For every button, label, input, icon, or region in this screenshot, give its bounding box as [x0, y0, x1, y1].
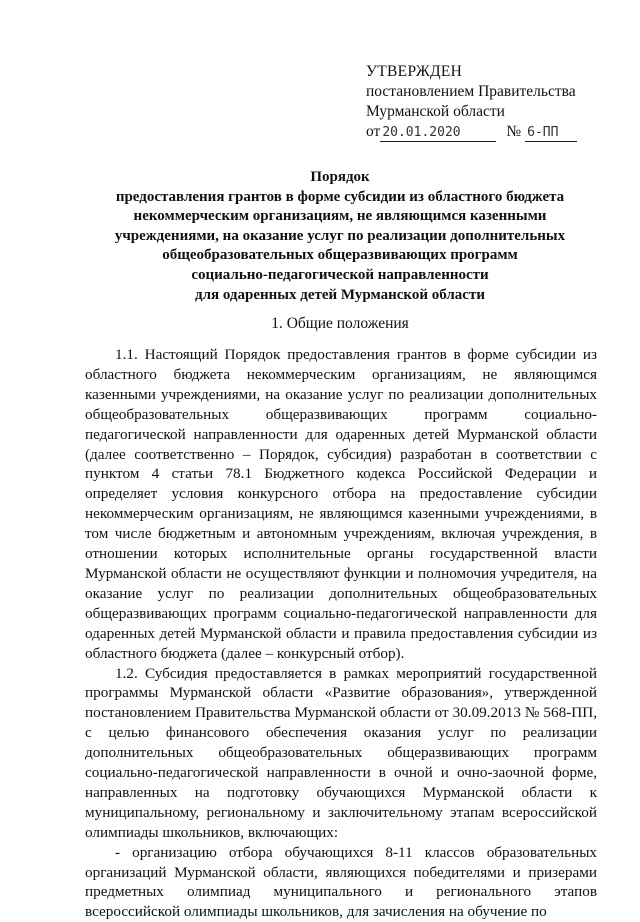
approval-line-region: Мурманской области: [366, 103, 505, 120]
title-line: учреждениями, на оказание услуг по реализации дополнительных: [114, 227, 566, 244]
document-body: [85, 345, 597, 922]
approval-block: [366, 62, 616, 142]
title-line: для одаренных детей Мурманской области: [195, 286, 485, 303]
date-value: 20.01.2020: [380, 125, 496, 142]
number-value: 6-ПП: [525, 125, 577, 142]
list-item: - организацию отбора обучающихся 8-11 классов образовательных организаций Мурманской области, являющихся победителями и призерами предметных олимпиад муниципального и регионального этапов всероссийской олимпиады школьников, для зачисления на обучение по: [85, 843, 597, 921]
title-line: общеобразовательных общеразвивающих программ: [162, 247, 518, 264]
approval-date-line: [366, 122, 616, 142]
title-line: Порядок: [310, 169, 370, 185]
date-prefix: от: [366, 123, 381, 140]
section-heading: 1. Общие положения: [271, 315, 409, 332]
title-line: предоставления грантов в форме субсидии из областного бюджета: [115, 188, 565, 205]
title-line: социально-педагогической направленности: [191, 266, 489, 283]
approval-line-government: постановлением Правительства: [366, 83, 576, 100]
approved-label: УТВЕРЖДЕН: [366, 63, 463, 80]
paragraph-1-1: 1.1. Настоящий Порядок предоставления грантов в форме субсидии из областного бюджета некоммерческим организациям, не являющимся казенными учреждениями, на оказание услуг по реализации дополнительных общеобразовательных общеразвивающих программ социально-педагогической направленности для одаренных детей Мурманской области (далее соответственно – Порядок, субсидия) разработан в соответствии с пунктом 4 статьи 78.1 Бюджетного кодекса Российской Федерации и определяет условия конкурсного отбора на предоставление субсидии некоммерческим организациям, не являющимся казенными учреждениями, в том числе бюджетным и автономным учреждениям, включая учреждения, в отношении которых исполнительные органы государственной власти Мурманской области не осуществляют функции и полномочия учредителя, на оказание услуг по реализации дополнительных общеобразовательных общеразвивающих программ социально-педагогической направленности для одаренных детей Мурманской области и правила предоставления субсидии из областного бюджета (далее – конкурсный отбор).: [85, 346, 597, 662]
title-line: некоммерческим организациям, не являющимся казенными: [133, 208, 547, 225]
number-sign: №: [506, 123, 522, 140]
paragraph-1-2: 1.2. Субсидия предоставляется в рамках мероприятий государственной программы Мурманской области «Развитие образования», утвержденной постановлением Правительства Мурманской области от 30.09.2013 № 568-ПП, с целью финансового обеспечения оказания услуг по реализации дополнительных общеобразовательных общеразвивающих программ социально-педагогической направленности в очной и очно-заочной форме, направленных на подготовку обучающихся Мурманской области к муниципальному, региональному и заключительному этапам всероссийской олимпиады школьников, включающих:: [85, 664, 597, 841]
document-title: [60, 168, 620, 305]
